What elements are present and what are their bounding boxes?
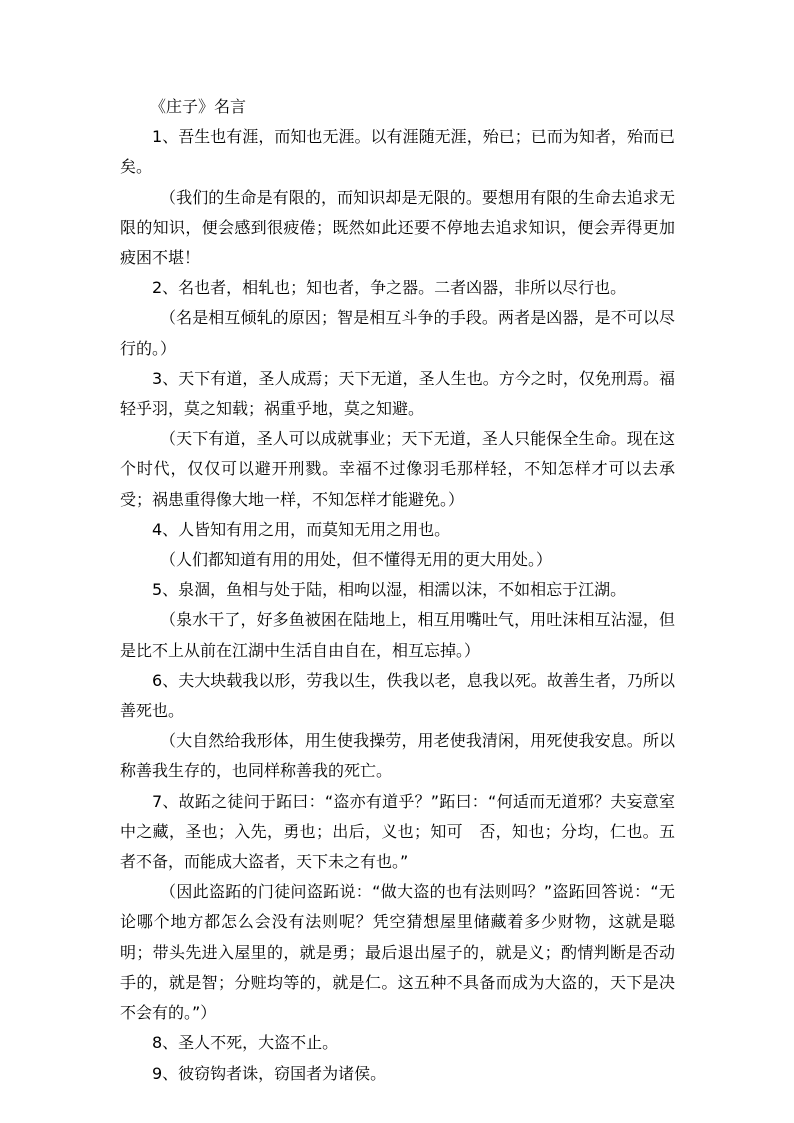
quote-6: 6、夫大块载我以形，劳我以生，佚我以老，息我以死。故善生者，乃所以善死也。 bbox=[120, 670, 675, 721]
translation-3: （天下有道，圣人可以成就事业；天下无道，圣人只能保全生命。现在这个时代，仅仅可以避开刑戮。幸福不过像羽毛那样轻，不知怎样才可以去承受；祸患重得像大地一样，不知怎样才能避免。） bbox=[120, 429, 675, 509]
translation-6: （大自然给我形体，用生使我操劳，用老使我清闲，用死使我安息。所以称善我生存的，也同样称善我的死亡。 bbox=[120, 731, 675, 781]
quote-2: 2、名也者，相轧也；知也者，争之器。二者凶器，非所以尽行也。 bbox=[152, 278, 627, 298]
quote-1: 1、吾生也有涯，而知也无涯。以有涯随无涯，殆已；已而为知者，殆而已矣。 bbox=[120, 127, 675, 177]
quote-3: 3、天下有道，圣人成焉；天下无道，圣人生也。方今之时，仅免刑焉。福轻乎羽，莫之知载；祸重乎地，莫之知避。 bbox=[120, 368, 675, 419]
translation-7: （因此盗跖的门徒问盗跖说：“做大盗的也有法则吗？”盗跖回答说：“无论哪个地方都怎么会没有法则呢？凭空猜想屋里储藏着多少财物，这就是聪明；带头先进入屋里的，就是勇；最后退出屋子的，就是义；酌情判断是否动手的，就是智；分赃均等的，就是仁。这五种不具备而成为大盗的，天下是决不会有的。”） bbox=[120, 882, 675, 1023]
quote-4: 4、人皆知有用之用，而莫知无用之用也。 bbox=[152, 519, 451, 539]
translation-4: （人们都知道有用的用处，但不懂得无用的更大用处。） bbox=[160, 550, 553, 570]
document-title: 《庄子》名言 bbox=[150, 97, 247, 116]
quote-5: 5、泉涸，鱼相与处于陆，相呴以湿，相濡以沫，不如相忘于江湖。 bbox=[152, 580, 627, 600]
quote-9: 9、彼窃钩者诛，窃国者为诸侯。 bbox=[152, 1063, 387, 1083]
quote-8: 8、圣人不死，大盗不止。 bbox=[152, 1033, 339, 1053]
document-page bbox=[120, 92, 675, 1089]
translation-2: （名是相互倾轧的原因；智是相互斗争的手段。两者是凶器，是不可以尽行的。） bbox=[120, 308, 675, 358]
translation-1: （我们的生命是有限的，而知识却是无限的。要想用有限的生命去追求无限的知识，便会感到很疲倦；既然如此还要不停地去追求知识，便会弄得更加疲困不堪！ bbox=[120, 187, 675, 268]
quote-7: 7、故跖之徒问于跖曰：“盗亦有道乎？”跖曰：“何适而无道邪？夫妄意室中之藏，圣也；入先，勇也；出后，义也；知可 否，知也；分均，仁也。五者不备，而能成大盗者，天下未之有也。” bbox=[120, 791, 675, 872]
translation-5: （泉水干了，好多鱼被困在陆地上，相互用嘴吐气，用吐沫相互沾湿，但是比不上从前在江湖中生活自由自在，相互忘掉。） bbox=[120, 610, 675, 660]
